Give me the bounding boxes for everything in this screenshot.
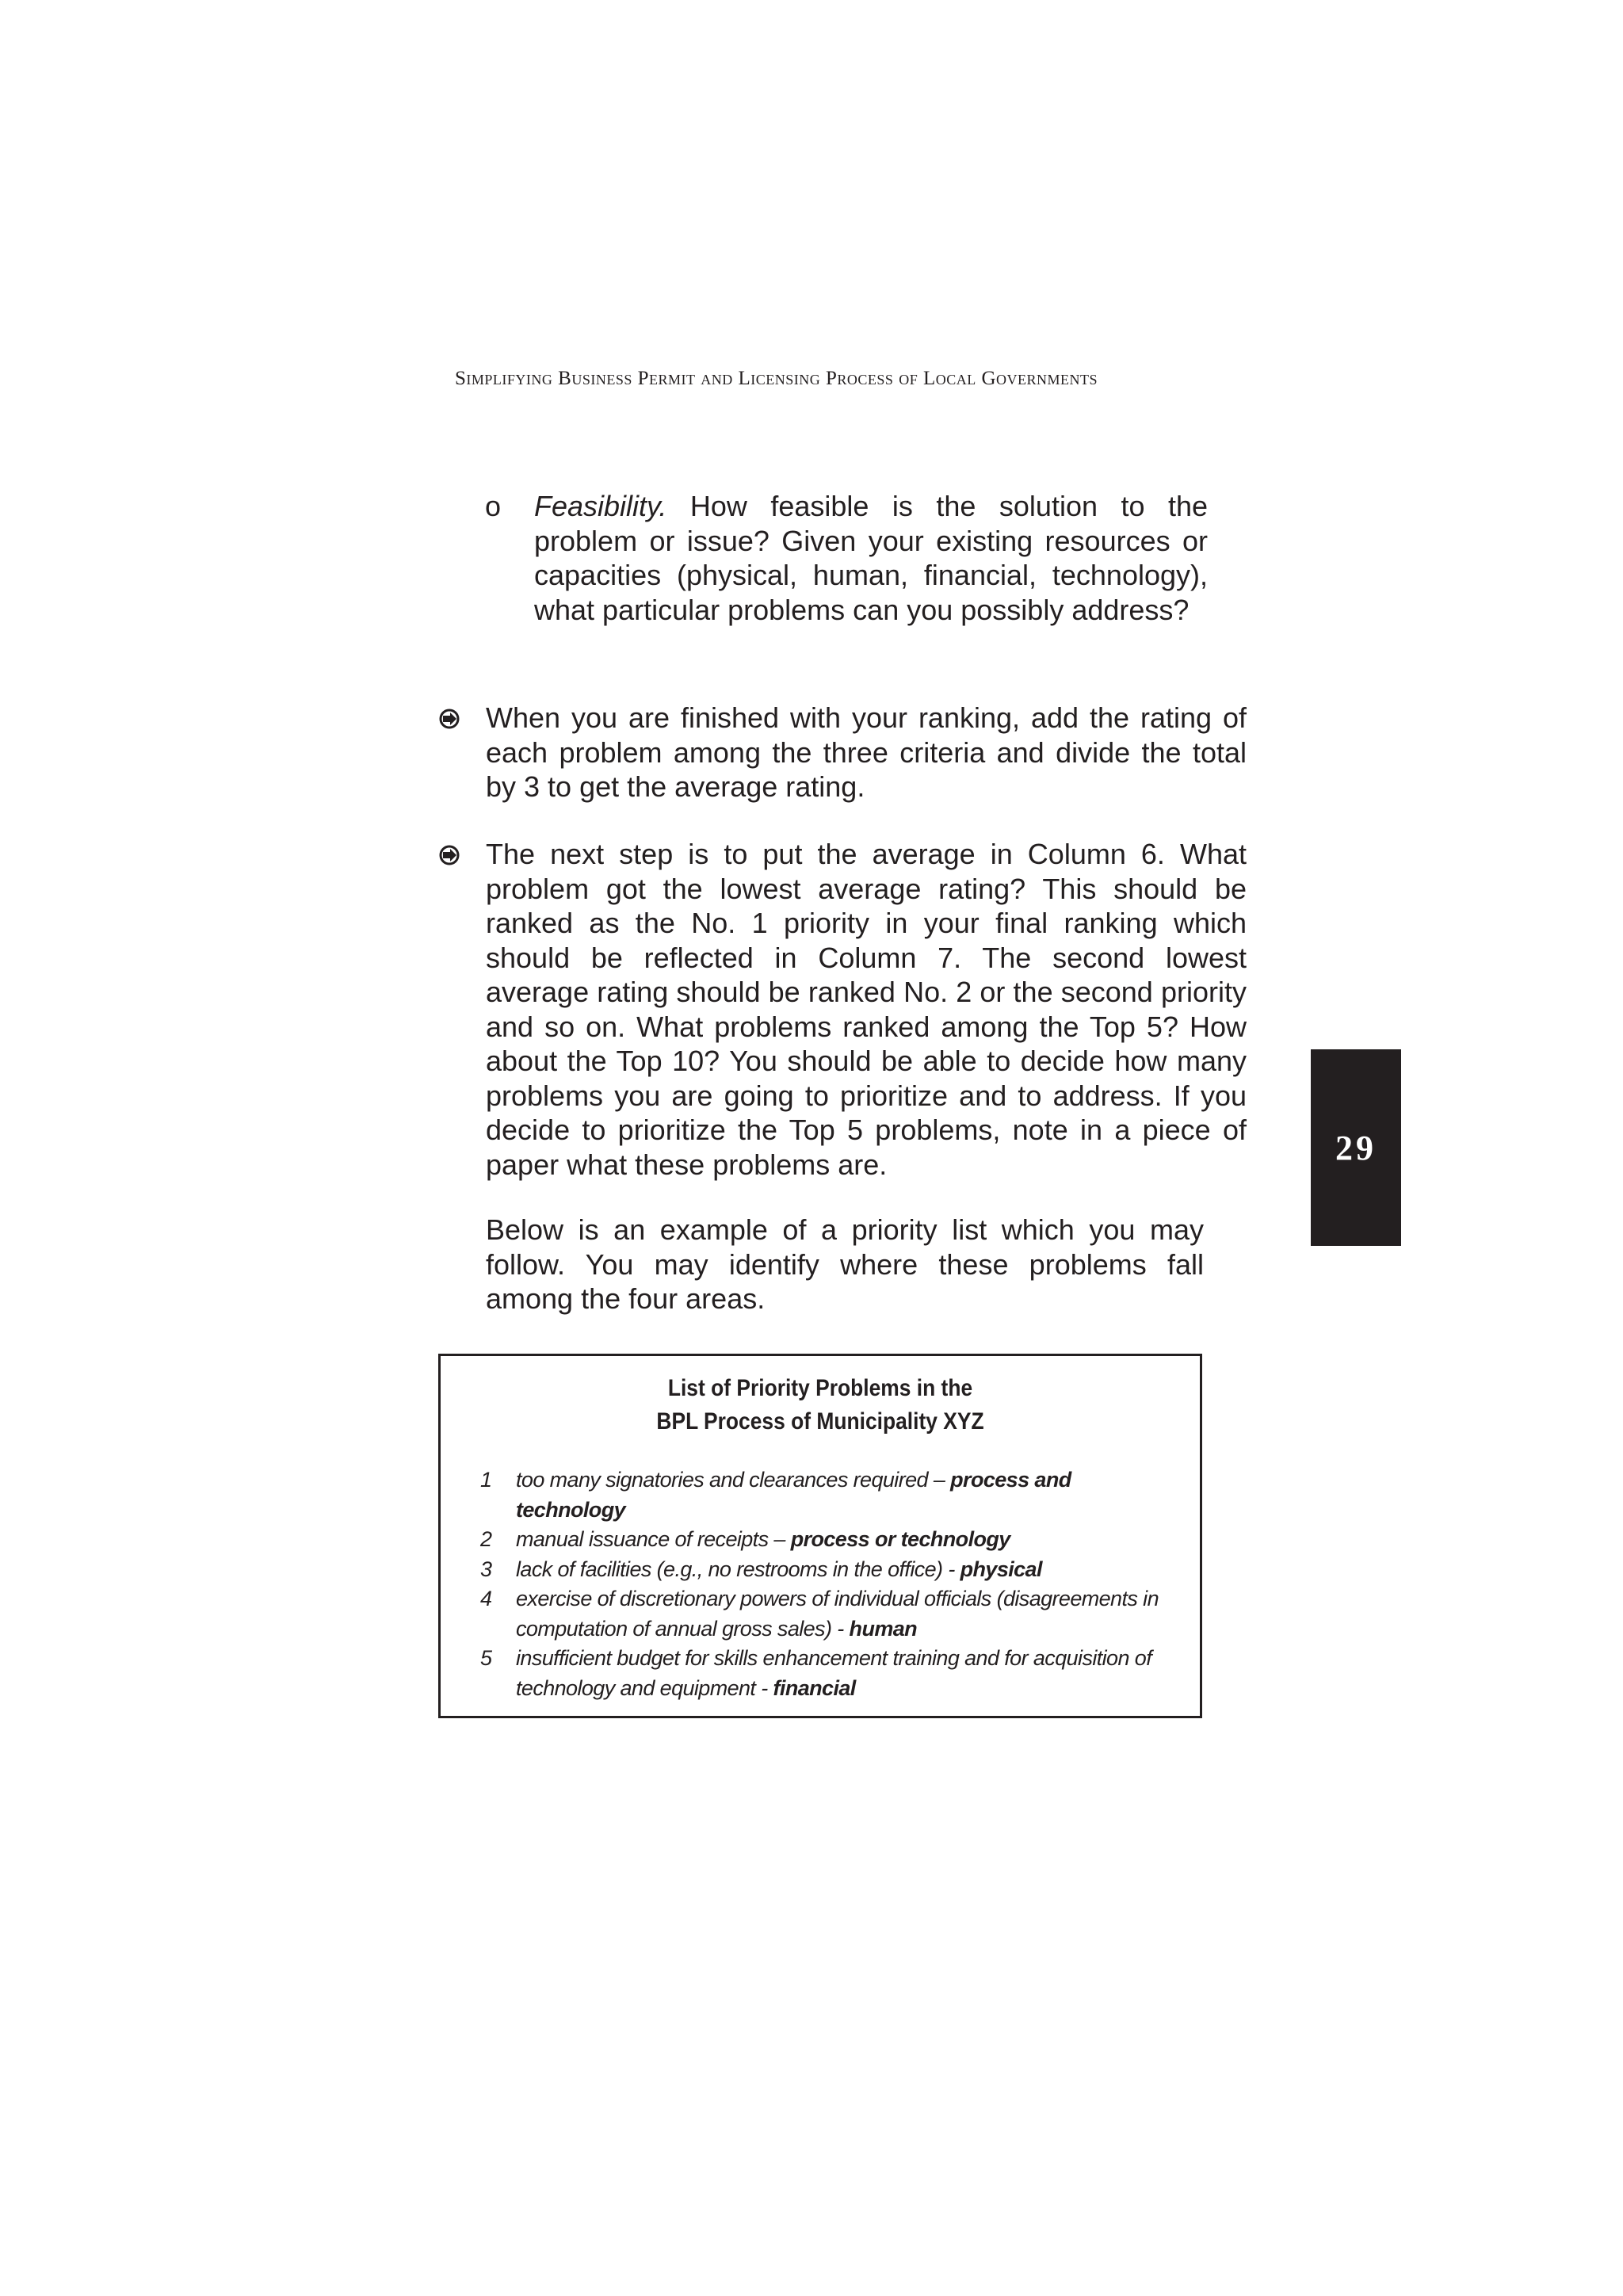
page-number-tab	[1311, 1049, 1401, 1246]
list-item-number: 1	[480, 1468, 492, 1492]
list-item-number: 3	[480, 1557, 492, 1581]
list-item-number: 2	[480, 1527, 492, 1551]
list-item	[480, 1465, 1170, 1525]
list-item-area: physical	[960, 1557, 1042, 1581]
circle-bullet-marker: o	[485, 490, 502, 522]
bullet-ranking-text: When you are finished with your ranking, add the rating of each problem among the three criteria and divide the total by 3 to get the average rating.	[486, 701, 1247, 803]
list-item-number: 5	[480, 1646, 492, 1670]
priority-problems-box	[438, 1354, 1202, 1718]
list-item-text: exercise of discretionary powers of individual officials (disagreements in computation of annual gross sales) -	[516, 1587, 1159, 1641]
arrow-bullet-icon	[438, 701, 470, 739]
list-item	[480, 1584, 1170, 1644]
box-title-line-2: BPL Process of Municipality XYZ	[656, 1408, 984, 1435]
feasibility-body: How feasible is the solution to the problem or issue? Given your existing resources or capacities (physical, human, financial, technology), what particular problems can you possibly address?	[534, 490, 1208, 626]
box-title	[486, 1372, 1154, 1438]
example-paragraph: Below is an example of a priority list which you may follow. You may identify where these problems fall among the four areas.	[486, 1213, 1204, 1315]
list-item-area: financial	[773, 1675, 856, 1700]
list-item-text: too many signatories and clearances required –	[516, 1468, 951, 1492]
list-item	[480, 1525, 1170, 1555]
list-item-text: lack of facilities (e.g., no restrooms in the office) -	[516, 1557, 960, 1581]
list-item	[480, 1555, 1170, 1585]
box-title-line-1: List of Priority Problems in the	[667, 1375, 973, 1401]
list-item-area: human	[849, 1616, 918, 1641]
priority-list	[480, 1465, 1170, 1703]
list-item-number: 4	[480, 1587, 492, 1610]
running-header: Simplifying Business Permit and Licensing Process of Local Governments	[455, 368, 1098, 389]
list-item-text: manual issuance of receipts –	[516, 1527, 791, 1551]
arrow-bullet-icon	[438, 837, 470, 875]
page-number: 29	[1335, 1128, 1377, 1167]
bullet-next-step-text: The next step is to put the average in Column 6. What problem got the lowest average rating? This should be ranked as the No. 1 priority in your final ranking which should be reflected in Column 7. The second lowest average rating should be ranked No. 2 or the second priority and so on. What problems ranked among the Top 5? How about the Top 10? You should be able to decide how many problems you are going to prioritize and to address. If you decide to prioritize the Top 5 problems, note in a piece of paper what these problems are.	[486, 838, 1247, 1181]
feasibility-label: Feasibility.	[534, 490, 667, 522]
list-item-text: insufficient budget for skills enhancement training and for acquisition of technology and equipment -	[516, 1646, 1152, 1700]
list-item-area: process and technology	[516, 1468, 1071, 1522]
list-item	[480, 1644, 1170, 1703]
feasibility-text	[534, 489, 1208, 627]
list-item-area: process or technology	[790, 1527, 1010, 1551]
